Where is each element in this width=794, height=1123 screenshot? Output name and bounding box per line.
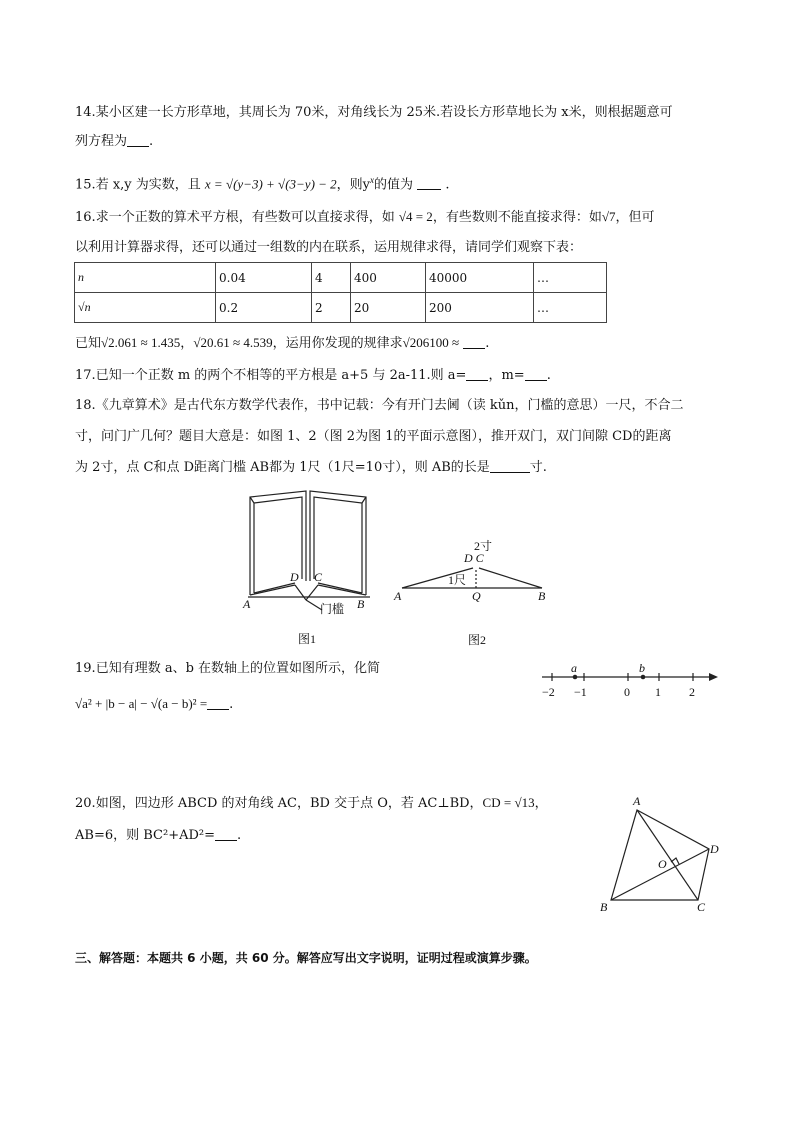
fig2-label-b: B [538,589,546,603]
question-18-line-2: 寸，问门广几何？题目大意是：如图 1、2（图 2为图 1的平面示意图），推开双门，双门间隙 CD的距离 [75,429,672,444]
question-17: 17.已知一个正数 m 的两个不相等的平方根是 a+5 与 2a-11.则 a= ，m= . [75,368,551,383]
question-15: 15.若 x,y 为实数，且 x = √(y−3) + √(3−y) − 2，则$y^x$的值为 . [75,175,450,193]
answer-blank[interactable] [207,696,229,710]
q16-table [74,262,607,323]
label-o: O [658,857,667,871]
tick-label: −1 [574,685,587,699]
question-20-line-1: 20.如图，四边形 ABCD 的对角线 AC，BD 交于点 O，若 AC⊥BD，CD = √13， [75,795,548,811]
fig2-label-q: Q [472,589,481,603]
number-line [538,660,728,702]
tick-label: 1 [655,685,661,699]
label-d: D [710,842,719,856]
question-14-line-1: 14.某小区建一长方形草地，其周长为 70米，对角线长为 25米.若设长方形草地长为 x米，则根据题意可 [75,105,673,120]
answer-blank[interactable] [417,176,441,190]
fig2-label-1chi: 1尺 [448,573,467,587]
fig1-label-a: A [243,597,251,611]
question-16-line-1: 16.求一个正数的算术平方根，有些数可以直接求得，如 √4 = 2，有些数则不能直接求得：如√7，但可 [75,209,655,225]
tick-label: 2 [689,685,695,699]
question-14-line-2: 列方程为 . [75,134,154,149]
q16-eq-sqrt7: √7 [601,209,616,224]
point-a [573,675,578,680]
point-b [641,675,646,680]
figure-quadrilateral [595,792,730,917]
label-c: C [697,900,706,914]
question-19-line-2: √a² + |b − a| − √(a − b)² = . [75,696,234,712]
table-row: √n 0.2 2 20 200 … [75,293,607,323]
answer-blank[interactable] [127,133,149,147]
answer-blank[interactable] [215,827,237,841]
label-b: B [600,900,608,914]
label-a: a [571,661,577,675]
question-19-line-1: 19.已知有理数 a、b 在数轴上的位置如图所示，化简 [75,661,381,676]
label-b: b [639,661,645,675]
fig1-label-c: C [314,570,323,584]
question-18-line-1: 18.《九章算术》是古代东方数学代表作，书中记载：今有开门去阃（读 kǔn，门槛的意思）一尺，不合二 [75,398,684,413]
figure-1-double-door [240,485,380,650]
figure-2-plan [390,530,555,650]
fig1-caption: 图1 [298,632,317,646]
question-16-line-3: 已知√2.061 ≈ 1.435，√20.61 ≈ 4.539，运用你发现的规律求√206100 ≈ . [75,335,490,351]
question-18-line-3: 为 2寸，点 C和点 D距离门槛 AB都为 1尺（1尺=10寸），则 AB的长是 寸. [75,460,547,475]
answer-blank[interactable] [463,335,485,349]
tick-label: −2 [542,685,555,699]
fig1-label-d: D [290,570,299,584]
fig2-label-dc: D C [464,551,484,565]
section-3-heading: 三、解答题：本题共 6 小题，共 60 分。解答应写出文字说明，证明过程或演算步骤。 [75,951,537,965]
table-row: n 0.04 4 400 40000 … [75,263,607,293]
question-20-line-2: AB=6，则 BC²+AD²= . [75,828,242,843]
question-16-line-2: 以利用计算器求得，还可以通过一组数的内在联系，运用规律求得，请同学们观察下表： [75,240,583,255]
fig1-label-sill: 门槛 [320,602,345,616]
q16-eq-sqrt4: √4 = 2 [398,209,433,224]
fig2-label-2cun: 2寸 [474,539,493,553]
fig2-caption: 图2 [468,633,487,647]
tick-label: 0 [624,685,630,699]
answer-blank[interactable] [490,459,530,473]
q15-formula: x = √(y−3) + √(3−y) − 2 [204,176,337,192]
answer-blank-m[interactable] [525,367,547,381]
fig2-label-a: A [394,589,402,603]
fig1-label-b: B [357,597,365,611]
answer-blank-a[interactable] [466,367,488,381]
label-a: A [633,794,641,808]
